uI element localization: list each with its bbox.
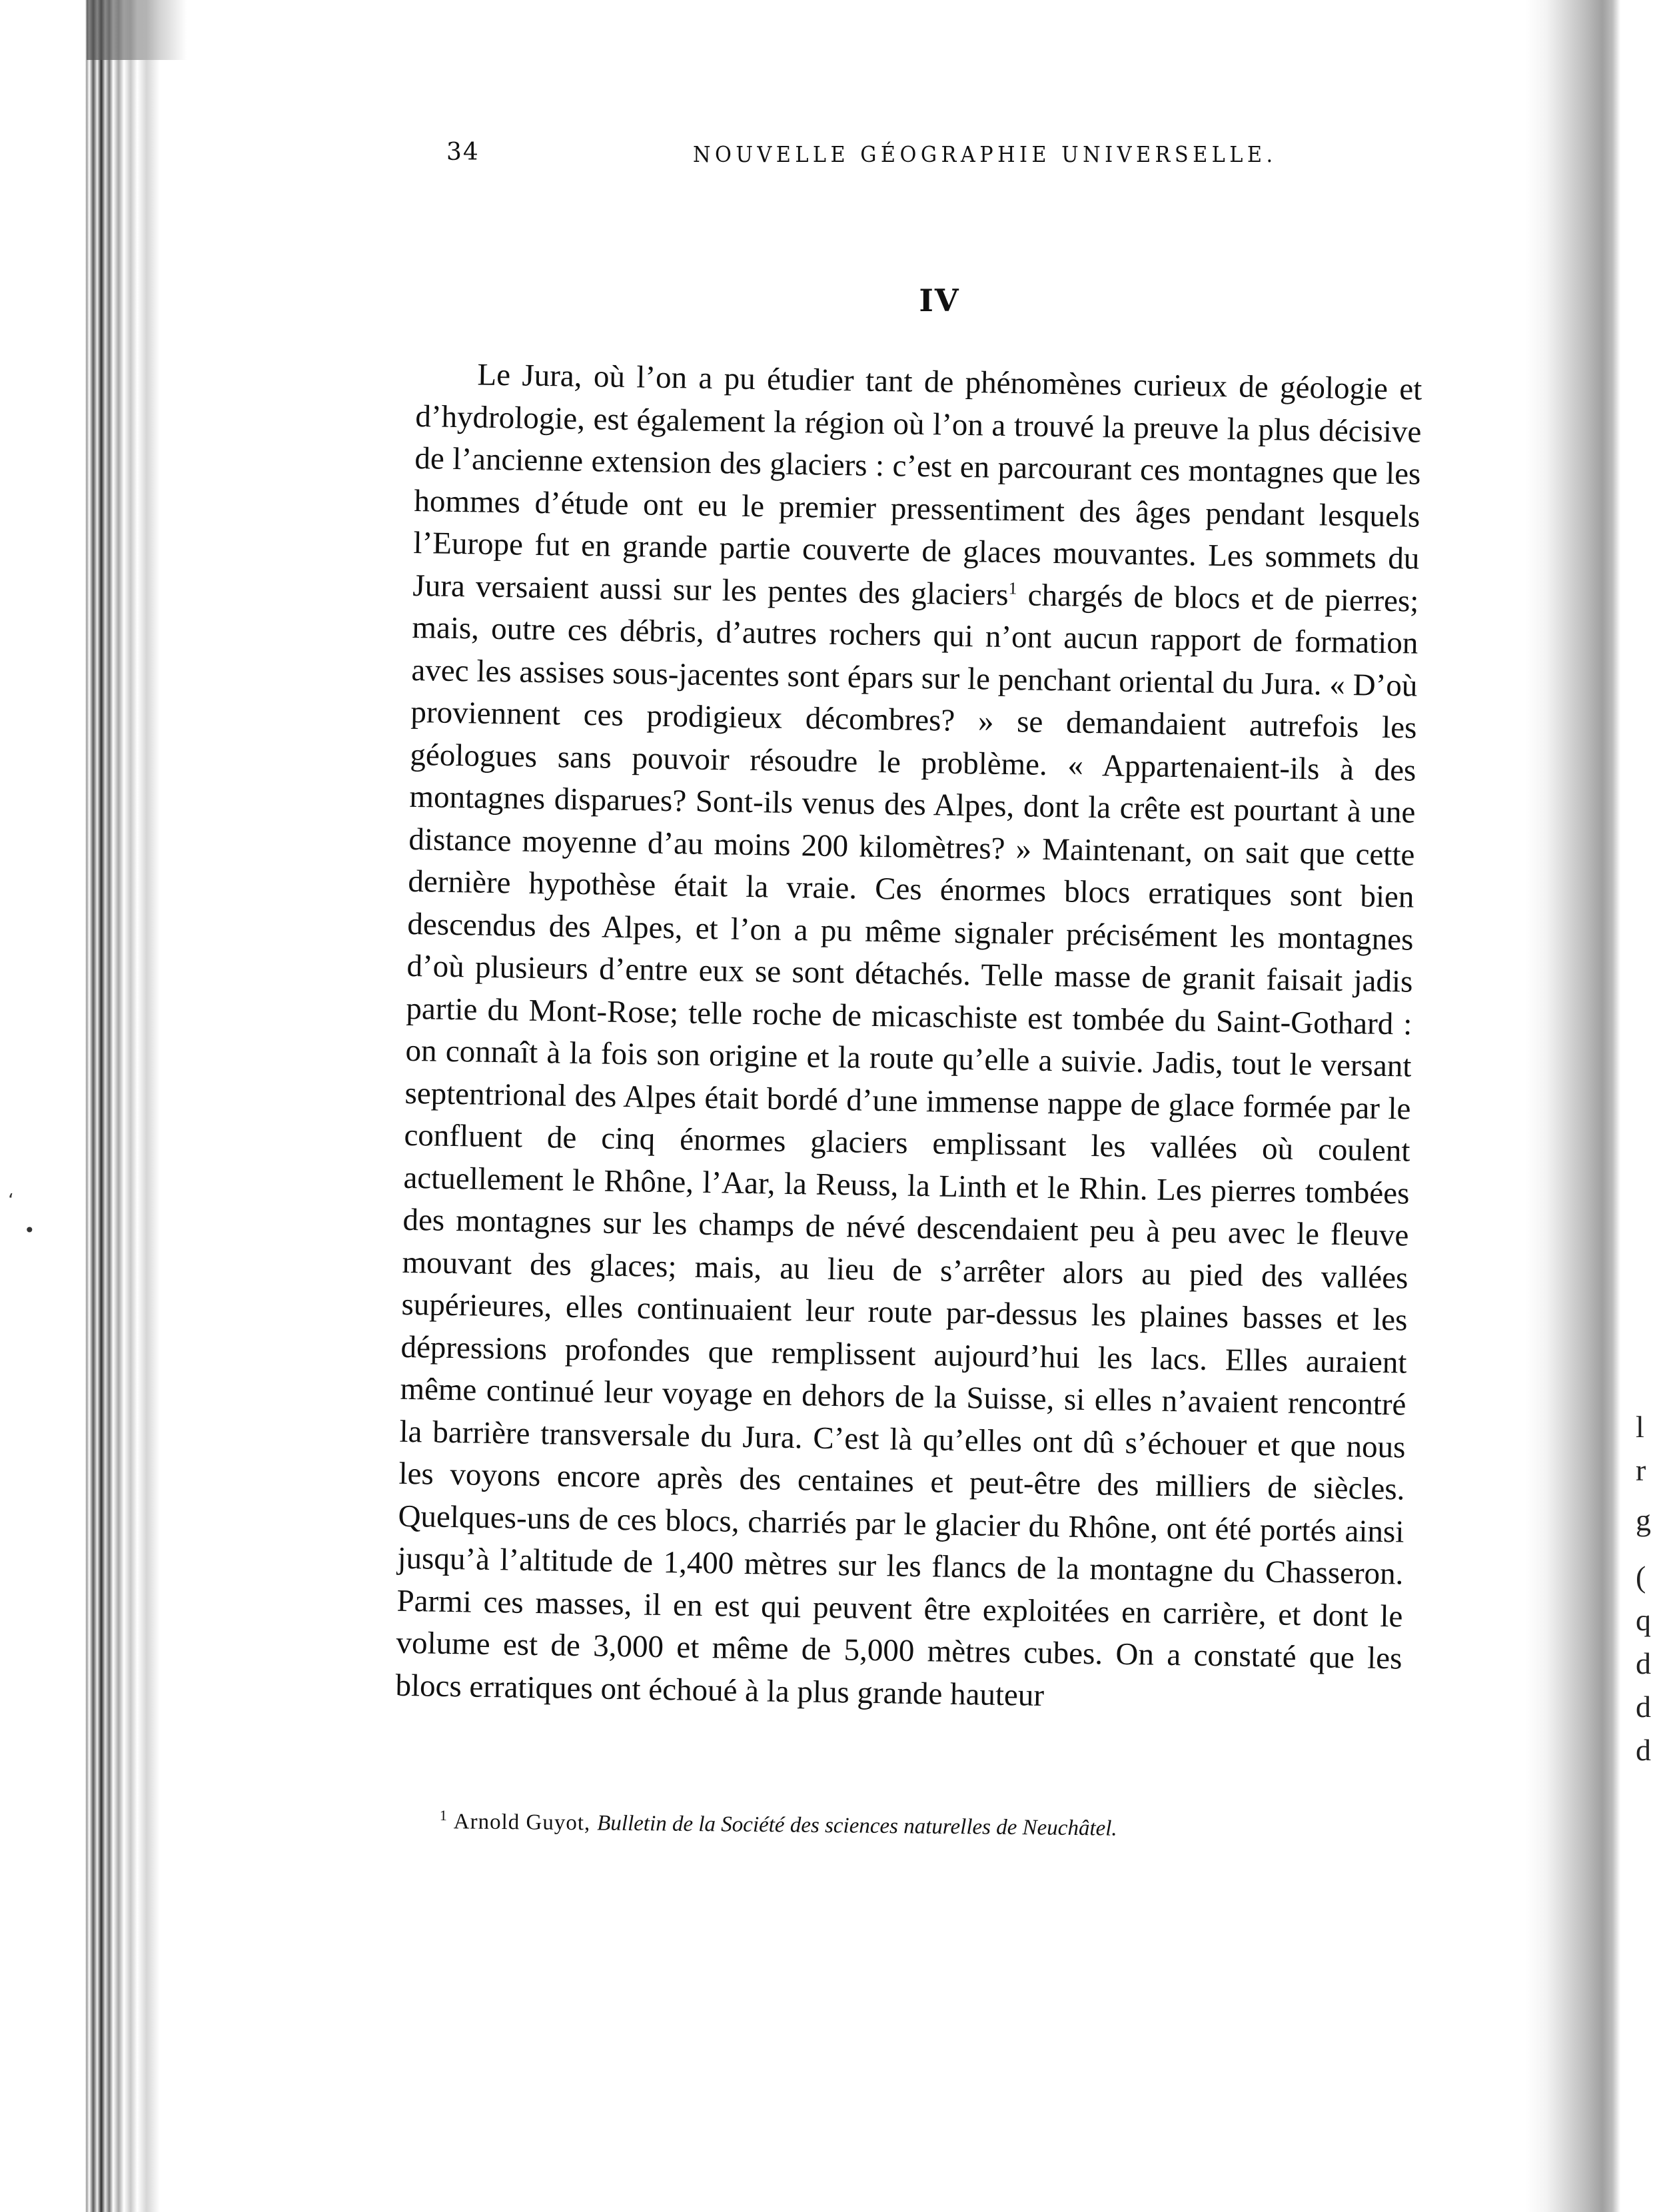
footnote bbox=[440, 1807, 1439, 1845]
body-paragraph bbox=[395, 353, 1422, 1722]
scan-speck: • bbox=[24, 1219, 35, 1241]
footnote-title: Bulletin de la Société des sciences naturelles de Neuchâtel. bbox=[597, 1811, 1117, 1841]
page-header bbox=[446, 139, 1512, 179]
facing-page-fragment: d bbox=[1636, 1733, 1651, 1767]
body-text-part: Le Jura, où l’on a pu étudier tant de phénomènes curieux de géologie et d’hydrologie, est également la région où l’on a trouvé la preuve la plus décisive de l’ancienne extension des glaciers : c’est en parcourant ces montagnes que les hommes d’étude ont eu le premier pressentiment des âges pendant lesquels l’Europe fut en grande partie couverte de glaces mouvantes. Les sommets du Jura versaient aussi sur les pentes des glaciers bbox=[412, 357, 1422, 612]
page-number: 34 bbox=[446, 139, 480, 166]
facing-page-fragment: r bbox=[1636, 1453, 1646, 1487]
facing-page-fragment: d bbox=[1636, 1690, 1651, 1724]
facing-page-fragment: q bbox=[1636, 1603, 1651, 1637]
facing-page-fragment: d bbox=[1636, 1646, 1651, 1680]
scan-speck: ʻ bbox=[8, 1189, 14, 1211]
body-text-part: chargés de blocs et de pierres; mais, outre ces débris, d’autres rochers qui n’ont aucun rapport de formation avec les assises sous-jacentes sont épars sur le penchant oriental du Jura. « D’où proviennent ces prodigieux décombres? » se demandaient autrefois les géologues sans pouvoir résoudre le problème. « Appartenaient-ils à des montagnes disparues? Sont-ils venus des Alpes, dont la crête est pourtant à une distance moyenne d’au moins 200 kilomètres? » Maintenant, on sait que cette dernière hypothèse était la vraie. Ces énormes blocs erratiques sont bien descendus des Alpes, et l’on a pu même signaler précisément les montagnes d’où plusieurs d’entre eux se sont détachés. Telle masse de granit faisait jadis partie du Mont-Rose; telle roche de micaschiste est tombée du Saint-Gothard : on connaît à la fois son origine et la route qu’elle a suivie. Jadis, tout le versant septentrional des Alpes était bordé d’une immense nappe de glace formée par le confluent de cinq énormes glaciers emplissant les vallées où coulent actuellement le Rhône, l’Aar, la Reuss, la Linth et le Rhin. Les pierres tombées des montagnes sur les champs de névé descendaient peu à peu avec le fleuve mouvant des glaces; mais, au lieu de s’arrêter alors au pied des vallées supérieures, elles continuaient leur route par-dessus les plaines basses et les dépressions profondes que remplissent aujourd’hui les lacs. Elles auraient même continué leur voyage en dehors de la Suisse, si elles n’avaient rencontré la barrière transversale du Jura. C’est là qu’elles ont dû s’échouer et que nous les voyons encore après des centaines et peut-être des milliers de siècles. Quelques-uns de ces blocs, charriés par le glacier du Rhône, ont été portés ainsi jusqu’à l’altitude de 1,400 mètres sur les flancs de la montagne du Chasseron. Parmi ces masses, il en est qui peuvent être exploitées en carrière, et dont le volume est de 3,000 et même de 5,000 mètres cubes. On a constaté que les blocs erratiques ont échoué à la plus grande hauteur bbox=[395, 577, 1419, 1713]
facing-page-fragment: ( bbox=[1636, 1560, 1646, 1594]
binding-shadow bbox=[87, 0, 187, 60]
facing-page-curl bbox=[1526, 0, 1655, 2212]
book-binding-edge bbox=[0, 0, 180, 2212]
section-heading: IV bbox=[919, 282, 960, 318]
footnote-reference[interactable]: 1 bbox=[1008, 578, 1017, 598]
footnote-author: Arnold Guyot, bbox=[453, 1810, 591, 1836]
footnote-marker: 1 bbox=[439, 1807, 447, 1824]
facing-page-fragment: l bbox=[1636, 1410, 1644, 1444]
running-title: NOUVELLE GÉOGRAPHIE UNIVERSELLE. bbox=[693, 141, 1277, 167]
facing-page-fragment: g bbox=[1636, 1503, 1651, 1537]
